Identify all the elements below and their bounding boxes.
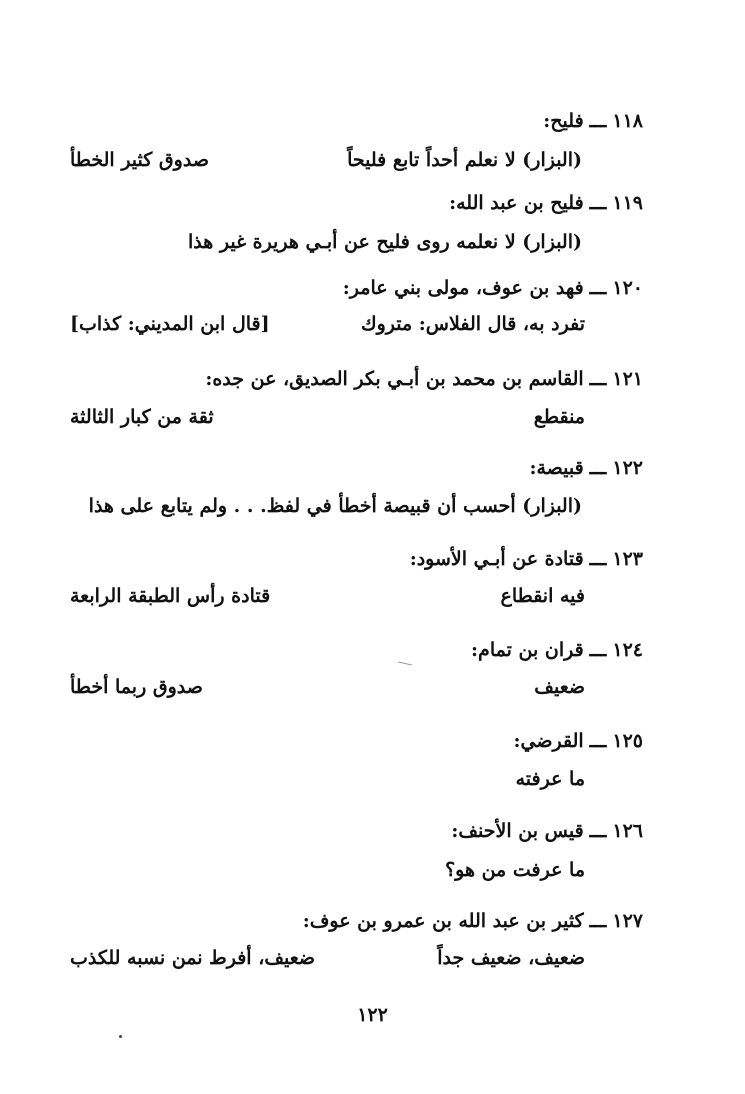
narrator-name: كثير بن عبد الله بن عمرو بن عوف: [302, 910, 584, 932]
narrator-name: قتادة عن أبـي الأسود: [409, 548, 584, 570]
entry-comment: (البزار) لا نعلمه روى فليح عن أبـي هريرة غير هذا [187, 231, 582, 253]
entry-heading [529, 457, 643, 479]
entry-comment: ضعيف [534, 676, 585, 698]
narrator-name: قبيصة: [529, 457, 584, 479]
entry-dash: ـــ [589, 457, 607, 479]
entry-comment: ما عرفته [515, 768, 585, 790]
entry-number: ١٢٢ [612, 457, 643, 479]
entry-number: ١١٨ [612, 110, 643, 132]
entry-number: ١٢٥ [612, 730, 643, 752]
entry-comment: منقطع [533, 406, 585, 428]
entry-dash: ـــ [589, 730, 607, 752]
entry-dash: ـــ [589, 910, 607, 932]
entry-dash: ـــ [589, 368, 607, 390]
narrator-name: القرضي: [513, 730, 584, 752]
scan-speck [398, 662, 412, 666]
entry-grade: صدوق كثير الخطأ [70, 149, 209, 171]
entry-number: ١١٩ [612, 192, 643, 214]
entry-number: ١٢٦ [612, 820, 643, 842]
entry-dash: ـــ [589, 548, 607, 570]
narrator-name: القاسم بن محمد بن أبـي بكر الصديق، عن جده: [205, 368, 584, 390]
entry-heading [543, 110, 643, 132]
entry-comment: (البزار) أحسب أن قبيصة أخطأ في لفظ. . . ولم يتابع على هذا [88, 495, 582, 517]
entry-grade: ضعيف، أفرط نمن نسبه للكذب [70, 947, 316, 969]
entry-comment: (البزار) لا نعلم أحداً تابع فليحاً [347, 149, 582, 171]
entry-heading [303, 910, 643, 932]
narrator-name: قيس بن الأحنف: [451, 820, 584, 842]
entry-number: ١٢٧ [612, 910, 643, 932]
entry-heading [451, 820, 643, 842]
narrator-name: فليح: [543, 110, 584, 132]
entry-dash: ـــ [589, 192, 607, 214]
entry-dash: ـــ [589, 110, 607, 132]
entry-grade: صدوق ربما أخطأ [70, 676, 203, 698]
entry-heading [410, 548, 643, 570]
entry-heading [205, 368, 643, 390]
entry-dash: ـــ [589, 639, 607, 661]
narrator-name: فهد بن عوف، مولى بني عامر: [342, 277, 584, 299]
entry-dash: ـــ [589, 820, 607, 842]
entry-grade: ثقة من كبار الثالثة [70, 406, 214, 428]
entry-grade: [قال ابن المديني: كذاب] [70, 313, 270, 335]
page-number: ١٢٢ [357, 1004, 388, 1026]
entry-number: ١٢١ [612, 368, 643, 390]
scan-dot [119, 1035, 122, 1038]
entry-number: ١٢٠ [612, 277, 643, 299]
entry-heading [343, 277, 643, 299]
entry-heading [514, 730, 643, 752]
entry-number: ١٢٤ [612, 639, 643, 661]
entry-number: ١٢٣ [612, 548, 643, 570]
entry-heading [471, 639, 643, 661]
entry-comment: تفرد به، قال الفلاس: متروك [360, 313, 585, 335]
entry-comment: فيه انقطاع [500, 585, 585, 607]
entry-comment: ما عرفت من هو؟ [445, 859, 585, 881]
narrator-name: فليح بن عبد الله: [449, 192, 584, 214]
narrator-name: قران بن تمام: [471, 639, 584, 661]
entry-dash: ـــ [589, 277, 607, 299]
entry-grade: قتادة رأس الطبقة الرابعة [70, 585, 271, 607]
entry-heading [449, 192, 643, 214]
entry-comment: ضعيف، ضعيف جداً [437, 947, 585, 969]
